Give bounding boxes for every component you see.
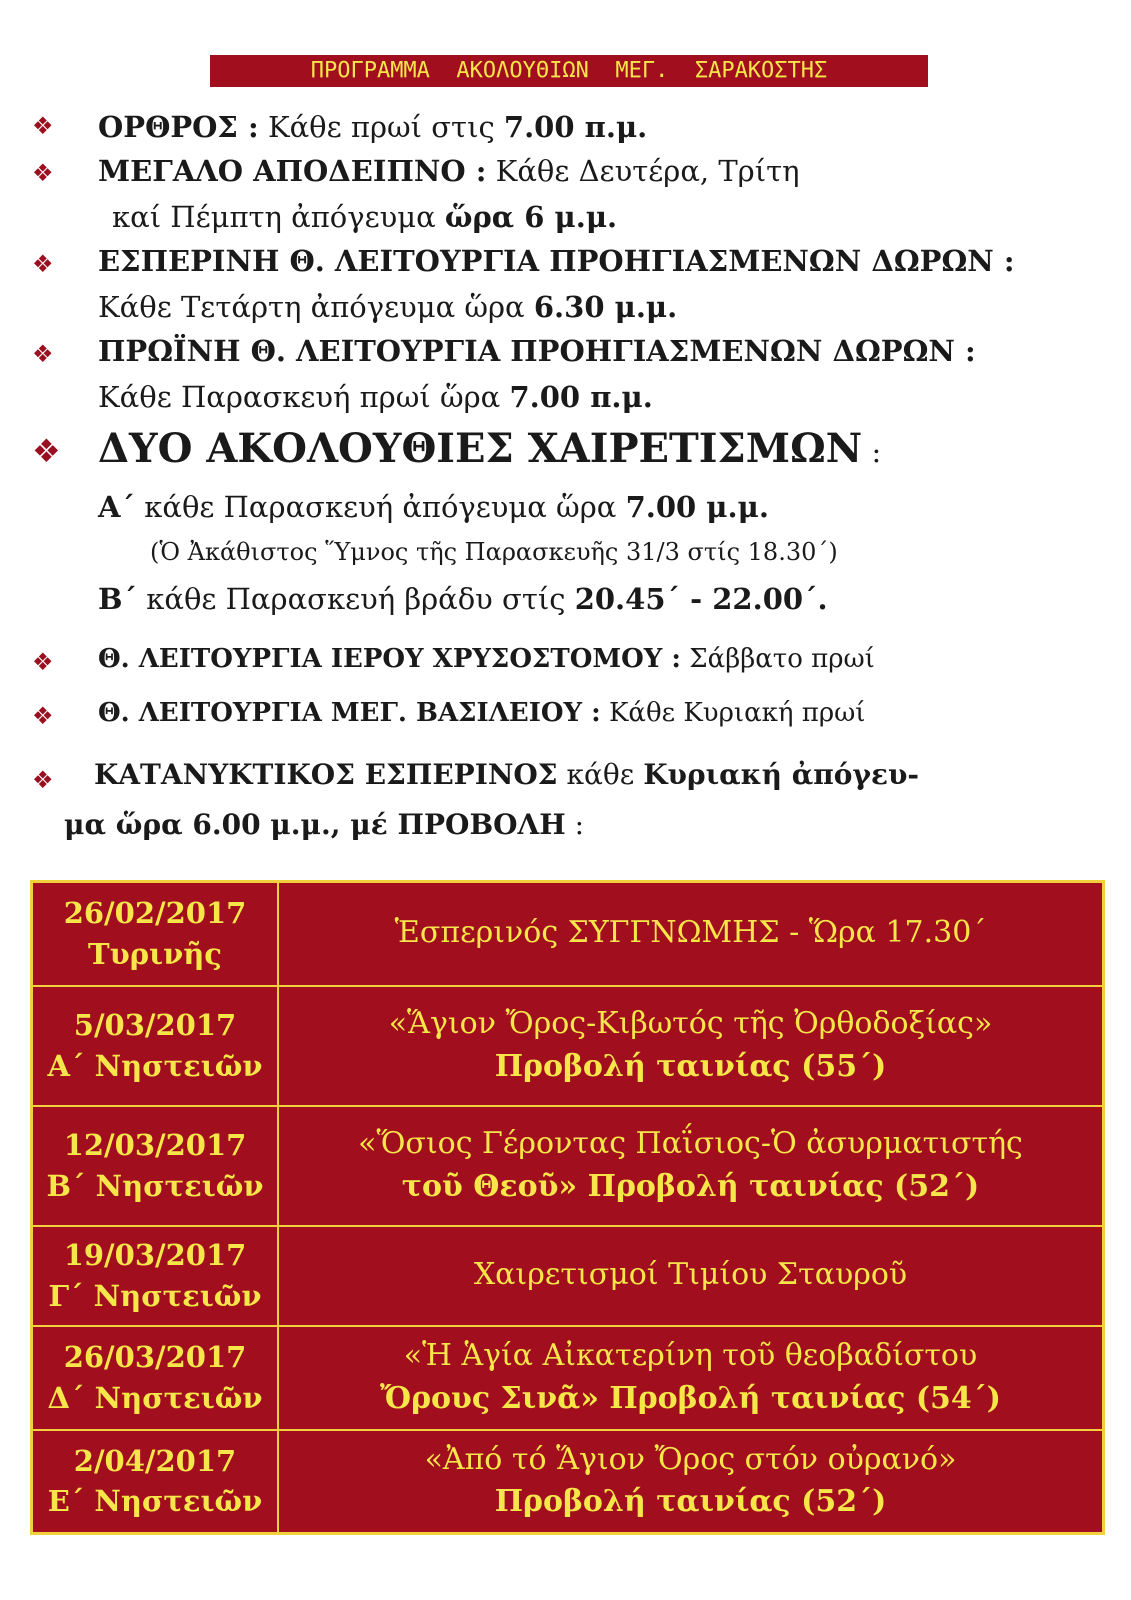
service-time-text: καί Πέμπτη ἀπόγευμα xyxy=(112,200,445,234)
schedule-week: Ε΄ Νηστειῶν xyxy=(47,1484,263,1519)
bullet-icon: ❖ xyxy=(32,766,54,794)
schedule-event-cell xyxy=(278,1226,1104,1326)
service-time-text: κάθε Παρασκευή βράδυ στίς xyxy=(137,582,575,616)
schedule-event-line1: Χαιρετισμοί Τιμίου Σταυροῦ xyxy=(473,1257,908,1293)
service-chrysostomos xyxy=(98,644,875,674)
bullet-icon: ❖ xyxy=(32,340,54,368)
service-time: 7.00 π.μ. xyxy=(503,110,648,144)
bullet-icon: ❖ xyxy=(32,112,54,140)
table-row xyxy=(32,882,1104,986)
label-a: Α΄ xyxy=(98,490,136,524)
service-name: ΕΣΠΕΡΙΝΗ Θ. ΛΕΙΤΟΥΡΓΙΑ ΠΡΟΗΓΙΑΣΜΕΝΩΝ ΔΩΡΩΝ : xyxy=(98,244,1015,278)
akathistos-note: (Ὁ Ἀκάθιστος Ὕμνος τῆς Παρασκευῆς 31/3 στίς 18.30΄) xyxy=(150,538,838,566)
service-name: ΟΡΘΡΟΣ : xyxy=(98,110,259,144)
schedule-week: Γ΄ Νηστειῶν xyxy=(48,1278,262,1313)
schedule-week: Τυρινῆς xyxy=(88,936,222,971)
service-suffix: : xyxy=(862,435,882,469)
service-days: Σάββατο πρωί xyxy=(680,644,875,674)
schedule-event-cell xyxy=(278,1106,1104,1226)
table-row xyxy=(32,986,1104,1106)
page-title: ΠΡΟΓΡΑΜΜΑ ΑΚΟΛΟΥΘΙΩΝ ΜΕΓ. ΣΑΡΑΚΟΣΤΗΣ xyxy=(210,55,928,87)
schedule-week: Δ΄ Νηστειῶν xyxy=(47,1380,263,1415)
service-days: Κάθε Δευτέρα, Τρίτη xyxy=(495,154,800,188)
schedule-event-line2: Προβολή ταινίας (55΄) xyxy=(494,1048,887,1084)
service-time: μα ὥρα 6.00 μ.μ., μέ ΠΡΟΒΟΛΗ xyxy=(64,808,566,841)
service-time: Κυριακή ἀπόγευ- xyxy=(643,758,920,791)
service-chairetismoi-b xyxy=(98,582,828,616)
bullet-icon: ❖ xyxy=(32,702,54,730)
schedule-event-cell xyxy=(278,882,1104,986)
schedule-date: 5/03/2017 xyxy=(73,1007,237,1042)
service-time-text: Κάθε Τετάρτη ἀπόγευμα ὥρα xyxy=(98,290,534,324)
schedule-date: 19/03/2017 xyxy=(63,1237,247,1272)
schedule-event-line1: «Ἡ Ἁγία Αἰκατερίνη τοῦ θεοβαδίστου xyxy=(403,1337,978,1373)
service-esperini-liturgy xyxy=(98,244,1015,278)
schedule-event-line1: Ἑσπερινός ΣΥΓΓΝΩΜΗΣ - Ὥρα 17.30΄ xyxy=(394,915,987,951)
service-katanyktikos-line2 xyxy=(64,808,584,841)
service-time: ὥρα 6 μ.μ. xyxy=(444,200,618,234)
screening-schedule-table xyxy=(30,880,1105,1535)
schedule-event-line1: «Ἅγιον Ὄρος-Κιβωτός τῆς Ὀρθοδοξίας» xyxy=(388,1005,993,1041)
schedule-date-cell xyxy=(32,882,279,986)
schedule-event-cell xyxy=(278,1326,1104,1430)
bullet-icon: ❖ xyxy=(32,432,61,470)
schedule-event-line2: Ὄρους Σινᾶ» Προβολή ταινίας (54΄) xyxy=(380,1380,1001,1416)
service-katanyktikos xyxy=(94,758,919,791)
schedule-event-cell xyxy=(278,986,1104,1106)
schedule-event-cell xyxy=(278,1430,1104,1534)
service-name: Θ. ΛΕΙΤΟΥΡΓΙΑ ΙΕΡΟΥ ΧΡΥΣΟΣΤΟΜΟΥ : xyxy=(98,644,681,674)
service-name: ΚΑΤΑΝΥΚΤΙΚΟΣ ΕΣΠΕΡΙΝΟΣ xyxy=(94,758,558,791)
bullet-icon: ❖ xyxy=(32,250,54,278)
service-proini-liturgy-line2 xyxy=(98,380,653,414)
service-time-text: Κάθε πρωί στις xyxy=(267,110,504,144)
schedule-event-line1: «Ὅσιος Γέροντας Παΐσιος-Ὁ ἀσυρματιστής xyxy=(358,1125,1023,1161)
service-time-text: Κάθε Παρασκευή πρωί ὥρα xyxy=(98,380,510,414)
schedule-date: 26/02/2017 xyxy=(63,896,247,931)
service-apodeipno-line2 xyxy=(112,200,617,234)
service-time-text: κάθε Παρασκευή ἀπόγευμα ὥρα xyxy=(135,490,626,524)
schedule-date: 12/03/2017 xyxy=(63,1127,247,1162)
service-days: Κάθε Κυριακή πρωί xyxy=(600,698,866,728)
schedule-date-cell xyxy=(32,1226,279,1326)
service-orthros xyxy=(98,110,647,144)
service-time-text: κάθε xyxy=(557,758,644,791)
schedule-event-line1: «Ἀπό τό Ἅγιον Ὄρος στόν οὐρανό» xyxy=(424,1441,957,1477)
label-b: Β΄ xyxy=(98,582,138,616)
schedule-week: Β΄ Νηστειῶν xyxy=(46,1168,264,1203)
table-row xyxy=(32,1226,1104,1326)
table-row xyxy=(32,1106,1104,1226)
schedule-date-cell xyxy=(32,1106,279,1226)
service-name: Θ. ΛΕΙΤΟΥΡΓΙΑ ΜΕΓ. ΒΑΣΙΛΕΙΟΥ : xyxy=(98,698,601,728)
bullet-icon: ❖ xyxy=(32,648,54,676)
service-name: ΜΕΓΑΛΟ ΑΠΟΔΕΙΠΝΟ : xyxy=(98,154,487,188)
service-time: 20.45΄ - 22.00΄. xyxy=(574,582,828,616)
service-name: ΠΡΩΪΝΗ Θ. ΛΕΙΤΟΥΡΓΙΑ ΠΡΟΗΓΙΑΣΜΕΝΩΝ ΔΩΡΩΝ : xyxy=(98,334,976,368)
service-suffix: : xyxy=(565,808,585,841)
service-time: 7.00 μ.μ. xyxy=(625,490,769,524)
schedule-week: Α΄ Νηστειῶν xyxy=(47,1048,263,1083)
service-name: ΔΥΟ ΑΚΟΛΟΥΘΙΕΣ ΧΑΙΡΕΤΙΣΜΩΝ xyxy=(98,425,863,472)
service-proini-liturgy xyxy=(98,334,976,368)
schedule-event-line2: Προβολή ταινίας (52΄) xyxy=(494,1484,887,1520)
schedule-date: 26/03/2017 xyxy=(63,1339,247,1374)
bullet-icon: ❖ xyxy=(32,159,54,187)
service-chairetismoi xyxy=(98,425,881,472)
schedule-date-cell xyxy=(32,986,279,1106)
service-chairetismoi-a xyxy=(98,490,769,524)
table-row xyxy=(32,1326,1104,1430)
schedule-date-cell xyxy=(32,1430,279,1534)
service-esperini-liturgy-line2 xyxy=(98,290,677,324)
service-apodeipno xyxy=(98,154,800,188)
service-time: 6.30 μ.μ. xyxy=(533,290,678,324)
schedule-event-line2: τοῦ Θεοῦ» Προβολή ταινίας (52΄) xyxy=(401,1168,980,1204)
service-vasileios xyxy=(98,698,866,728)
schedule-date-cell xyxy=(32,1326,279,1430)
service-time: 7.00 π.μ. xyxy=(509,380,653,414)
schedule-date: 2/04/2017 xyxy=(73,1443,237,1478)
table-row xyxy=(32,1430,1104,1534)
